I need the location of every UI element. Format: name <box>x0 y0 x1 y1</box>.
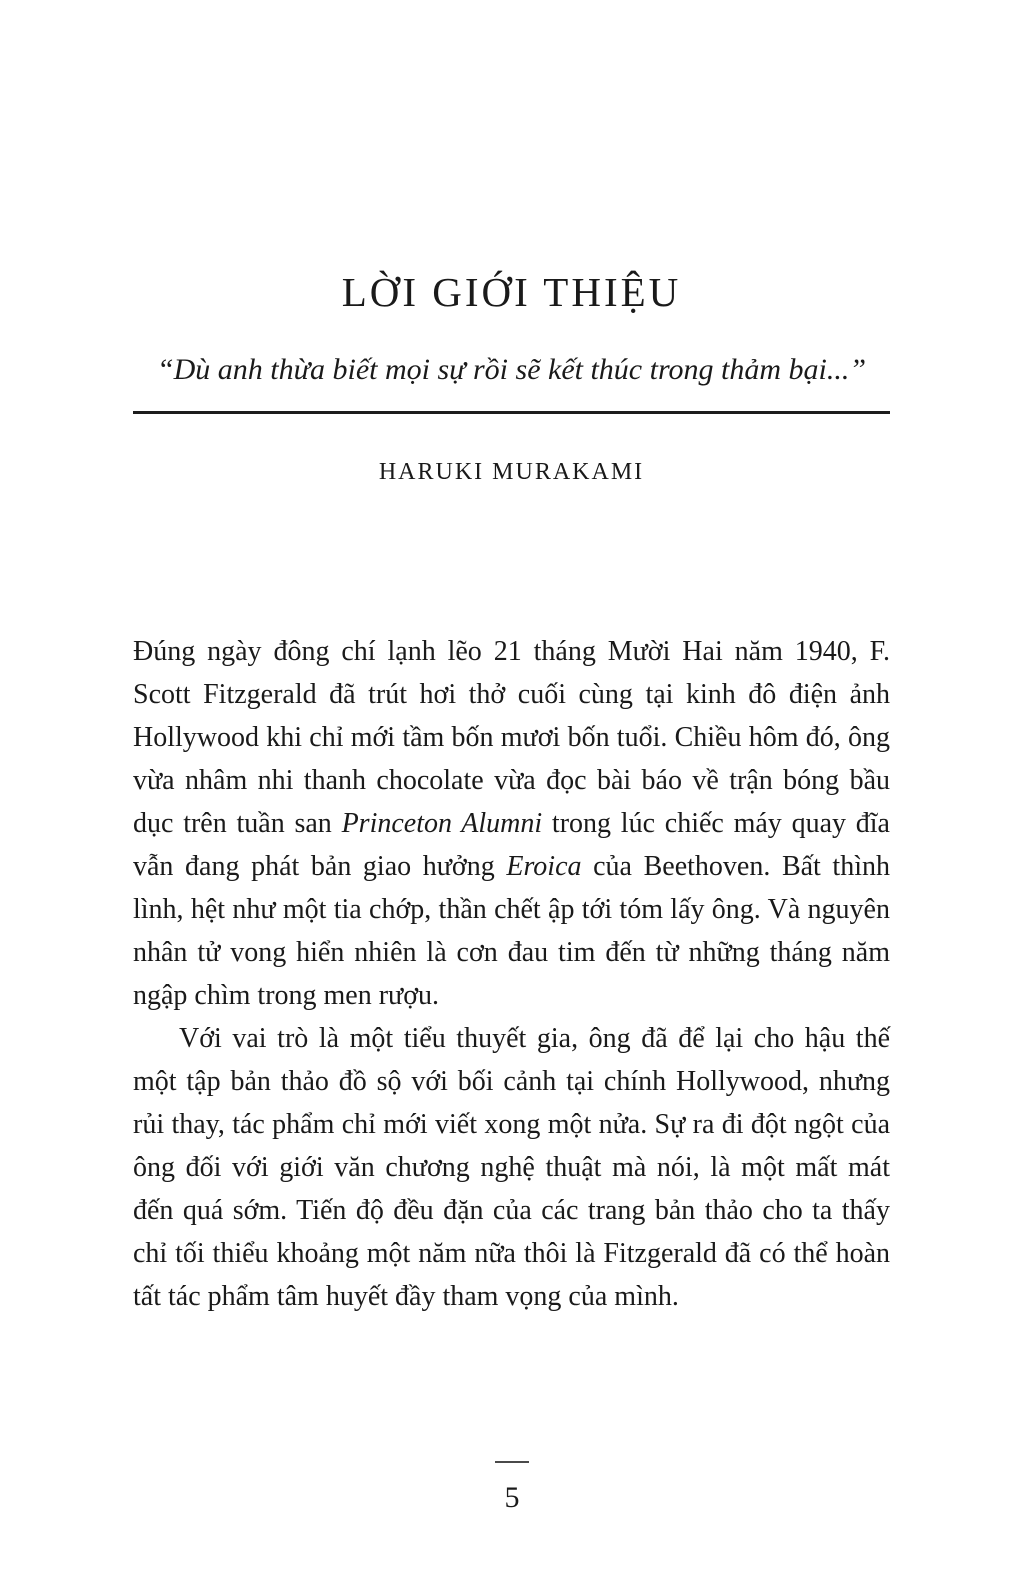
text-run: Với vai trò là một tiểu thuyết gia, ông đã để lại cho hậu thế một tập bản thảo đồ sộ với bối cảnh tại chính Hollywood, nhưng rủi thay, tác phẩm chỉ mới viết xong một nửa. Sự ra đi đột ngột của ông đối với giới văn chương nghệ thuật mà nói, là một mất mát đến quá sớm. Tiến độ đều đặn của các trang bản thảo cho ta thấy chỉ tối thiểu khoảng một năm nữa thôi là Fitzgerald đã có thể hoàn tất tác phẩm tâm huyết đầy tham vọng của mình. <box>133 1023 890 1313</box>
text-run: của Beethoven. Bất thình lình, hệt như một tia chớp, thần chết ập tới tóm lấy ông. Và nguyên nhân tử vong hiển nhiên là cơn đau tim đến từ những tháng năm ngập chìm trong men rượu. <box>133 851 890 1012</box>
italic-run: Princeton Alumni <box>341 808 543 840</box>
epigraph-quote: “Dù anh thừa biết mọi sự rồi sẽ kết thúc trong thảm bại...” <box>156 353 867 387</box>
paragraph <box>133 630 890 1017</box>
paragraph <box>133 1017 890 1318</box>
page-title: LỜI GIỚI THIỆU <box>341 269 682 315</box>
divider-rule <box>133 411 890 414</box>
page-content <box>133 0 890 1318</box>
footer-dash <box>495 1461 529 1463</box>
author-name: HARUKI MURAKAMI <box>378 459 645 486</box>
text-run: Đúng ngày đông chí lạnh lẽo 21 tháng Mười Hai năm 1940, F. Scott Fitzgerald đã trút hơi thở cuối cùng tại kinh đô điện ảnh Hollywood khi chỉ mới tầm bốn mươi bốn tuổi. Chiều hôm đó, ông vừa nhâm nhi thanh chocolate vừa đọc bài báo về trận bóng bầu dục trên tuần san <box>133 636 890 840</box>
italic-run: Eroica <box>506 851 582 883</box>
body-text <box>133 630 890 1318</box>
page-footer <box>0 1461 1024 1513</box>
page-number: 5 <box>504 1481 520 1514</box>
text-run: trong lúc chiếc máy quay đĩa vẫn đang phát bản giao hưởng <box>133 808 890 883</box>
